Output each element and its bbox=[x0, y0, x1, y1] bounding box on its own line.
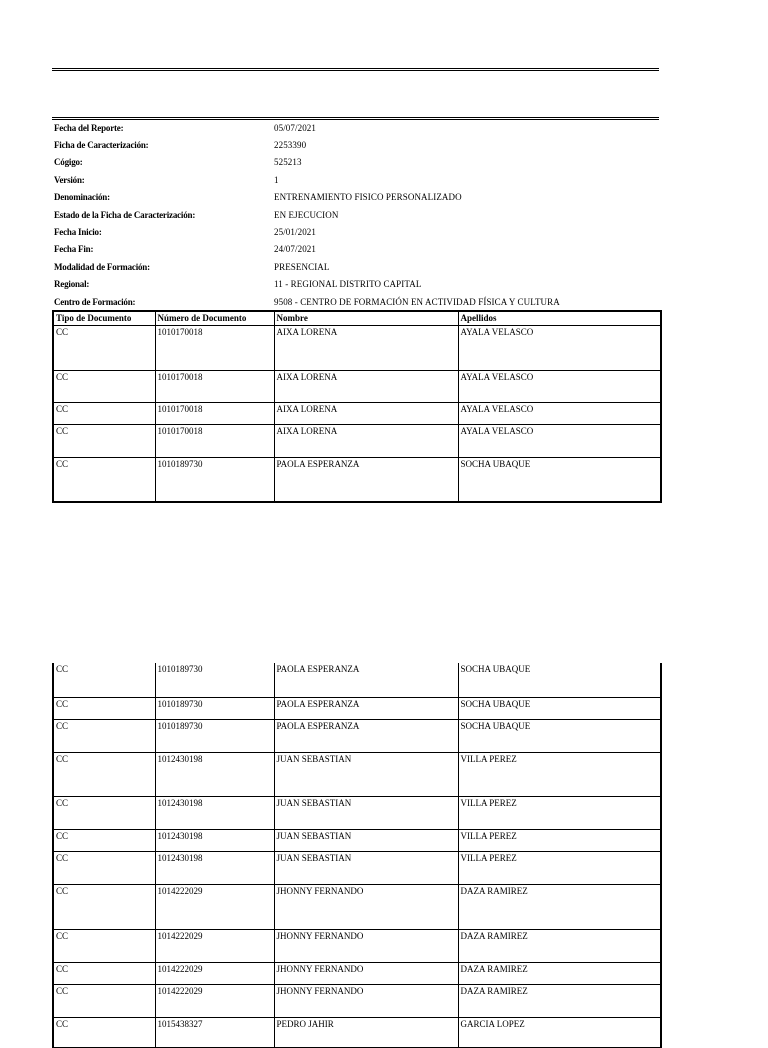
cell-nombre: JUAN SEBASTIAN bbox=[274, 752, 458, 796]
cell-numero: 1010170018 bbox=[155, 425, 274, 458]
info-label: Centro de Formación: bbox=[54, 296, 136, 307]
cell-tipo: CC bbox=[53, 326, 155, 371]
cell-nombre: AIXA LORENA bbox=[274, 371, 458, 403]
cell-apellidos: VILLA PEREZ bbox=[458, 752, 661, 796]
info-value: 525213 bbox=[274, 157, 302, 168]
info-row bbox=[54, 276, 660, 293]
table-row bbox=[53, 326, 661, 371]
info-row bbox=[54, 136, 660, 153]
table-row bbox=[53, 458, 661, 502]
table-row bbox=[53, 719, 661, 752]
cell-numero: 1012430198 bbox=[155, 851, 274, 884]
info-row bbox=[54, 293, 660, 310]
info-value: 24/07/2021 bbox=[274, 244, 317, 255]
table-row bbox=[53, 796, 661, 829]
cell-tipo: CC bbox=[53, 1017, 155, 1047]
info-value: 25/01/2021 bbox=[274, 227, 317, 238]
cell-apellidos: SOCHA UBAQUE bbox=[458, 719, 661, 752]
cell-numero: 1014222029 bbox=[155, 984, 274, 1017]
table-row bbox=[53, 851, 661, 884]
table-row bbox=[53, 425, 661, 458]
cell-apellidos: SOCHA UBAQUE bbox=[458, 458, 661, 502]
cell-apellidos: AYALA VELASCO bbox=[458, 403, 661, 425]
header-apellidos: Apellidos bbox=[458, 311, 661, 326]
table-row bbox=[53, 829, 661, 851]
info-value: 9508 - CENTRO DE FORMACIÓN EN ACTIVIDAD FÍSICA Y CULTURA bbox=[274, 296, 560, 307]
learners-table-page-2 bbox=[52, 663, 662, 1048]
cell-numero: 1010170018 bbox=[155, 371, 274, 403]
cell-nombre: AIXA LORENA bbox=[274, 425, 458, 458]
cell-apellidos: SOCHA UBAQUE bbox=[458, 663, 661, 697]
table-row bbox=[53, 663, 661, 697]
cell-tipo: CC bbox=[53, 851, 155, 884]
info-label: Fecha del Reporte: bbox=[54, 122, 124, 133]
cell-tipo: CC bbox=[53, 458, 155, 502]
info-value: 2253390 bbox=[274, 140, 307, 151]
cell-apellidos: DAZA RAMIREZ bbox=[458, 984, 661, 1017]
cell-nombre: JUAN SEBASTIAN bbox=[274, 829, 458, 851]
info-value: 1 bbox=[274, 174, 279, 185]
info-label: Fecha Inicio: bbox=[54, 227, 102, 238]
info-label: Denominación: bbox=[54, 192, 110, 203]
info-row bbox=[54, 223, 660, 240]
info-label: Regional: bbox=[54, 279, 90, 290]
cell-nombre: JUAN SEBASTIAN bbox=[274, 851, 458, 884]
info-label: Estado de la Ficha de Caracterización: bbox=[54, 209, 196, 220]
cell-numero: 1010170018 bbox=[155, 326, 274, 371]
cell-tipo: CC bbox=[53, 371, 155, 403]
cell-numero: 1010189730 bbox=[155, 697, 274, 719]
cell-numero: 1014222029 bbox=[155, 884, 274, 929]
header-tipo-documento: Tipo de Documento bbox=[53, 311, 155, 326]
cell-tipo: CC bbox=[53, 984, 155, 1017]
info-label: Versión: bbox=[54, 174, 85, 185]
table-header-row bbox=[53, 311, 661, 326]
cell-tipo: CC bbox=[53, 697, 155, 719]
cell-numero: 1014222029 bbox=[155, 962, 274, 984]
cell-nombre: PEDRO JAHIR bbox=[274, 1017, 458, 1047]
table-row bbox=[53, 403, 661, 425]
table-row bbox=[53, 697, 661, 719]
top-rule bbox=[52, 68, 659, 71]
info-row bbox=[54, 154, 660, 171]
info-value: ENTRENAMIENTO FISICO PERSONALIZADO bbox=[274, 192, 462, 203]
cell-tipo: CC bbox=[53, 829, 155, 851]
info-value: 11 - REGIONAL DISTRITO CAPITAL bbox=[274, 279, 422, 290]
cell-apellidos: AYALA VELASCO bbox=[458, 326, 661, 371]
table-row bbox=[53, 752, 661, 796]
cell-numero: 1012430198 bbox=[155, 796, 274, 829]
info-label: Fecha Fin: bbox=[54, 244, 94, 255]
cell-tipo: CC bbox=[53, 796, 155, 829]
cell-numero: 1012430198 bbox=[155, 752, 274, 796]
info-value: 05/07/2021 bbox=[274, 122, 317, 133]
info-label: Ficha de Caracterización: bbox=[54, 140, 149, 151]
info-value: EN EJECUCION bbox=[274, 209, 339, 220]
cell-tipo: CC bbox=[53, 425, 155, 458]
table-row bbox=[53, 962, 661, 984]
cell-apellidos: VILLA PEREZ bbox=[458, 851, 661, 884]
info-row bbox=[54, 258, 660, 275]
cell-nombre: JHONNY FERNANDO bbox=[274, 984, 458, 1017]
cell-apellidos: AYALA VELASCO bbox=[458, 425, 661, 458]
cell-tipo: CC bbox=[53, 403, 155, 425]
info-row bbox=[54, 171, 660, 188]
cell-apellidos: DAZA RAMIREZ bbox=[458, 962, 661, 984]
report-info bbox=[54, 119, 660, 310]
table-row bbox=[53, 884, 661, 929]
cell-apellidos: AYALA VELASCO bbox=[458, 371, 661, 403]
cell-numero: 1010189730 bbox=[155, 663, 274, 697]
cell-apellidos: DAZA RAMIREZ bbox=[458, 884, 661, 929]
cell-apellidos: GARCIA LOPEZ bbox=[458, 1017, 661, 1047]
table-row bbox=[53, 984, 661, 1017]
learners-table-page-1 bbox=[52, 310, 662, 503]
table-row bbox=[53, 1017, 661, 1047]
info-value: PRESENCIAL bbox=[274, 261, 330, 272]
cell-tipo: CC bbox=[53, 752, 155, 796]
cell-tipo: CC bbox=[53, 962, 155, 984]
cell-apellidos: VILLA PEREZ bbox=[458, 796, 661, 829]
info-label: Modalidad de Formación: bbox=[54, 261, 150, 272]
header-nombre: Nombre bbox=[274, 311, 458, 326]
cell-numero: 1014222029 bbox=[155, 929, 274, 962]
cell-apellidos: SOCHA UBAQUE bbox=[458, 697, 661, 719]
cell-numero: 1012430198 bbox=[155, 829, 274, 851]
cell-tipo: CC bbox=[53, 663, 155, 697]
info-row bbox=[54, 206, 660, 223]
cell-nombre: AIXA LORENA bbox=[274, 326, 458, 371]
table-row bbox=[53, 929, 661, 962]
cell-tipo: CC bbox=[53, 884, 155, 929]
cell-apellidos: VILLA PEREZ bbox=[458, 829, 661, 851]
header-numero-documento: Número de Documento bbox=[155, 311, 274, 326]
cell-nombre: PAOLA ESPERANZA bbox=[274, 719, 458, 752]
info-row bbox=[54, 119, 660, 136]
cell-nombre: PAOLA ESPERANZA bbox=[274, 458, 458, 502]
cell-numero: 1010189730 bbox=[155, 458, 274, 502]
cell-tipo: CC bbox=[53, 719, 155, 752]
cell-numero: 1010189730 bbox=[155, 719, 274, 752]
cell-numero: 1010170018 bbox=[155, 403, 274, 425]
cell-nombre: JHONNY FERNANDO bbox=[274, 884, 458, 929]
cell-nombre: PAOLA ESPERANZA bbox=[274, 663, 458, 697]
cell-nombre: AIXA LORENA bbox=[274, 403, 458, 425]
info-row bbox=[54, 189, 660, 206]
cell-nombre: JHONNY FERNANDO bbox=[274, 962, 458, 984]
cell-tipo: CC bbox=[53, 929, 155, 962]
info-row bbox=[54, 241, 660, 258]
cell-nombre: PAOLA ESPERANZA bbox=[274, 697, 458, 719]
info-label: Cógigo: bbox=[54, 157, 83, 168]
cell-apellidos: DAZA RAMIREZ bbox=[458, 929, 661, 962]
table-row bbox=[53, 371, 661, 403]
cell-nombre: JHONNY FERNANDO bbox=[274, 929, 458, 962]
cell-numero: 1015438327 bbox=[155, 1017, 274, 1047]
cell-nombre: JUAN SEBASTIAN bbox=[274, 796, 458, 829]
